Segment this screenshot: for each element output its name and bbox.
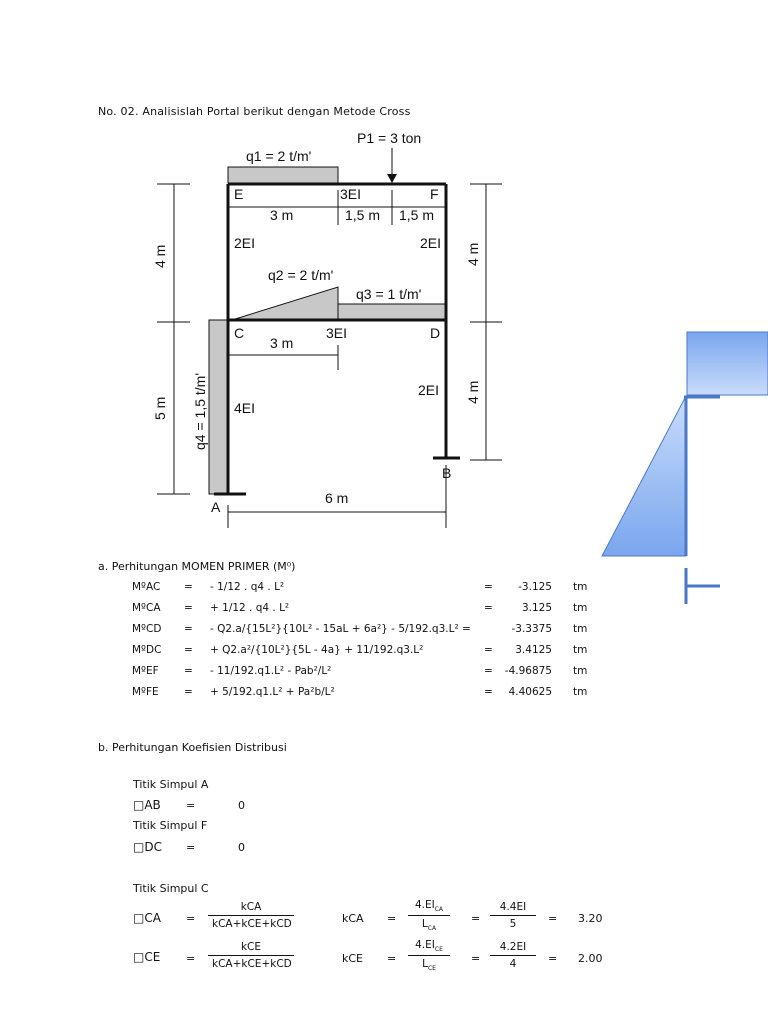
moment-eq: = [184,623,193,635]
moment-expression: + 1/12 . q4 . L² [210,602,290,614]
moment-eq: = [184,665,193,677]
dim-4m-left: 4 m [152,244,168,268]
moment-value: -4.96875 [504,665,552,677]
k-ca-eq4: = [548,912,558,925]
titik-simpul-a: Titik Simpul A [133,778,209,791]
coef-ce-num: kCE [240,941,262,953]
k-ce-eq4: = [548,952,558,965]
k-ce-fraction [408,939,450,972]
k-ce-eq3: = [471,952,481,965]
moment-eq: = [184,602,193,614]
dim-15-a: 1,5 m [345,207,381,223]
coef-ce-fraction [208,941,294,970]
moment-label: MºCD [132,623,162,635]
ei-cd: 3EI [326,325,348,341]
moment-eq: = [184,644,193,656]
moment-value: -3.3375 [511,623,552,635]
node-f: F [430,186,439,202]
coef-ab-value: 0 [238,799,245,812]
k-ca-vnum: 4.4EI [499,901,527,913]
k-ce-eq: = [387,952,397,965]
moment-label: MºFE [132,686,159,698]
p1-arrow-head [387,174,397,183]
k-ca-label: kCA [342,912,364,925]
moment-eq2: = [484,644,493,656]
k-ce-value: 2.00 [578,952,603,965]
moment-label: MºEF [132,665,159,677]
k-ca-num-sub: CA [434,906,444,914]
coef-ce-den: kCA+kCE+kCD [212,958,292,970]
moment-eq2: = [484,581,493,593]
q3-label: q3 = 1 t/m' [356,286,422,302]
k-ce-den-sub: CE [427,965,436,973]
moment-unit: tm [573,665,588,677]
k-ca-vden: 5 [509,918,517,930]
node-a: A [211,499,221,515]
titik-simpul-f: Titik Simpul F [133,819,208,832]
moment-value: 3.4125 [515,644,552,656]
ei-ef: 3EI [340,186,362,202]
moment-label: MºDC [132,644,162,656]
moment-expression: - 1/12 . q4 . L² [210,581,285,593]
coef-dc-value: 0 [238,841,245,854]
k-ca-eq3: = [471,912,481,925]
k-ce-label: kCE [342,952,364,965]
k-ce-vden: 4 [509,958,517,970]
coef-ab-label: □AB [133,798,161,812]
k-ce-num: 4.EI [415,939,435,951]
q4-load [209,320,228,494]
q2-label: q2 = 2 t/m' [268,267,334,283]
k-ce-num-sub: CE [434,946,443,954]
moment-eq: = [184,581,193,593]
dim-6m: 6 m [325,490,349,506]
ei-ac: 4EI [234,400,256,416]
q3-load [338,304,446,320]
moment-unit: tm [573,581,588,593]
node-e: E [234,186,244,202]
moment-eq2: = [484,686,493,698]
q4-label: q4 = 1,5 t/m' [192,373,208,450]
node-b: B [442,465,452,481]
moment-value: 3.125 [521,602,552,614]
moment-eq2: = [484,665,493,677]
moment-unit: tm [573,644,588,656]
k-ce-value-fraction [490,941,536,970]
ei-fd: 2EI [420,235,442,251]
moment-eq2: = [484,602,493,614]
coef-ca-num: kCA [240,901,262,913]
dim-4m-right-top: 4 m [465,242,481,266]
moment-label: MºAC [132,581,161,593]
k-ca-den-sub: CA [427,925,437,933]
coef-ca-den: kCA+kCE+kCD [212,918,292,930]
moment-value: 4.40625 [508,686,552,698]
coef-ca-label: □CA [133,911,161,925]
coef-ca-fraction [208,901,294,930]
k-ca-value-fraction [490,901,536,930]
moment-unit: tm [573,686,588,698]
moment-eq: = [184,686,193,698]
moment-label: MºCA [132,602,161,614]
dim-15-b: 1,5 m [399,207,435,223]
node-c: C [234,325,245,341]
k-ca-value: 3.20 [578,912,603,925]
q2-load [232,287,338,320]
coef-ce-label: □CE [133,950,161,964]
k-ce-vnum: 4.2EI [499,941,527,953]
q1-label: q1 = 2 t/m' [246,148,312,164]
k-ca-fraction [408,899,450,932]
k-ce-den: L [422,958,428,971]
coef-ce-eq: = [186,952,196,965]
dim-5m-left: 5 m [152,396,168,420]
ei-ce: 2EI [234,235,256,251]
section-b-heading: b. Perhitungan Koefisien Distribusi [98,741,287,754]
moment-unit: tm [573,602,588,614]
coef-dc-eq: = [186,841,196,854]
k-ca-den: L [421,918,428,931]
p1-label: P1 = 3 ton [357,130,422,146]
titik-simpul-c: Titik Simpul C [133,882,209,895]
coef-dc-label: □DC [133,840,162,854]
coef-ca-eq: = [186,912,196,925]
coef-ab-eq: = [186,799,196,812]
dim-4m-right-bot: 4 m [465,380,481,404]
ei-db: 2EI [418,382,440,398]
dim-3m-mid: 3 m [270,335,294,351]
moment-value: -3.125 [518,581,552,593]
moment-unit: tm [573,623,588,635]
moment-expression: + 5/192.q1.L² + Pa²b/L² [210,686,335,698]
section-a-heading: a. Perhitungan MOMEN PRIMER (M⁰) [98,560,296,573]
moment-expression: - 11/192.q1.L² - Pab²/L² [210,665,332,677]
k-ca-eq: = [387,912,397,925]
problem-title: No. 02. Analisislah Portal berikut dengan Metode Cross [98,105,411,118]
node-d: D [430,325,441,341]
dim-3m-top: 3 m [270,207,294,223]
q1-load [228,167,338,183]
k-ca-num: 4.EI [414,899,435,911]
moment-expression: - Q2.a/{15L²}{10L² - 15aL + 6a²} - 5/192.q3.L² = [210,623,471,635]
moment-expression: + Q2.a²/{10L²}{5L - 4a} + 11/192.q3.L² [210,644,424,656]
